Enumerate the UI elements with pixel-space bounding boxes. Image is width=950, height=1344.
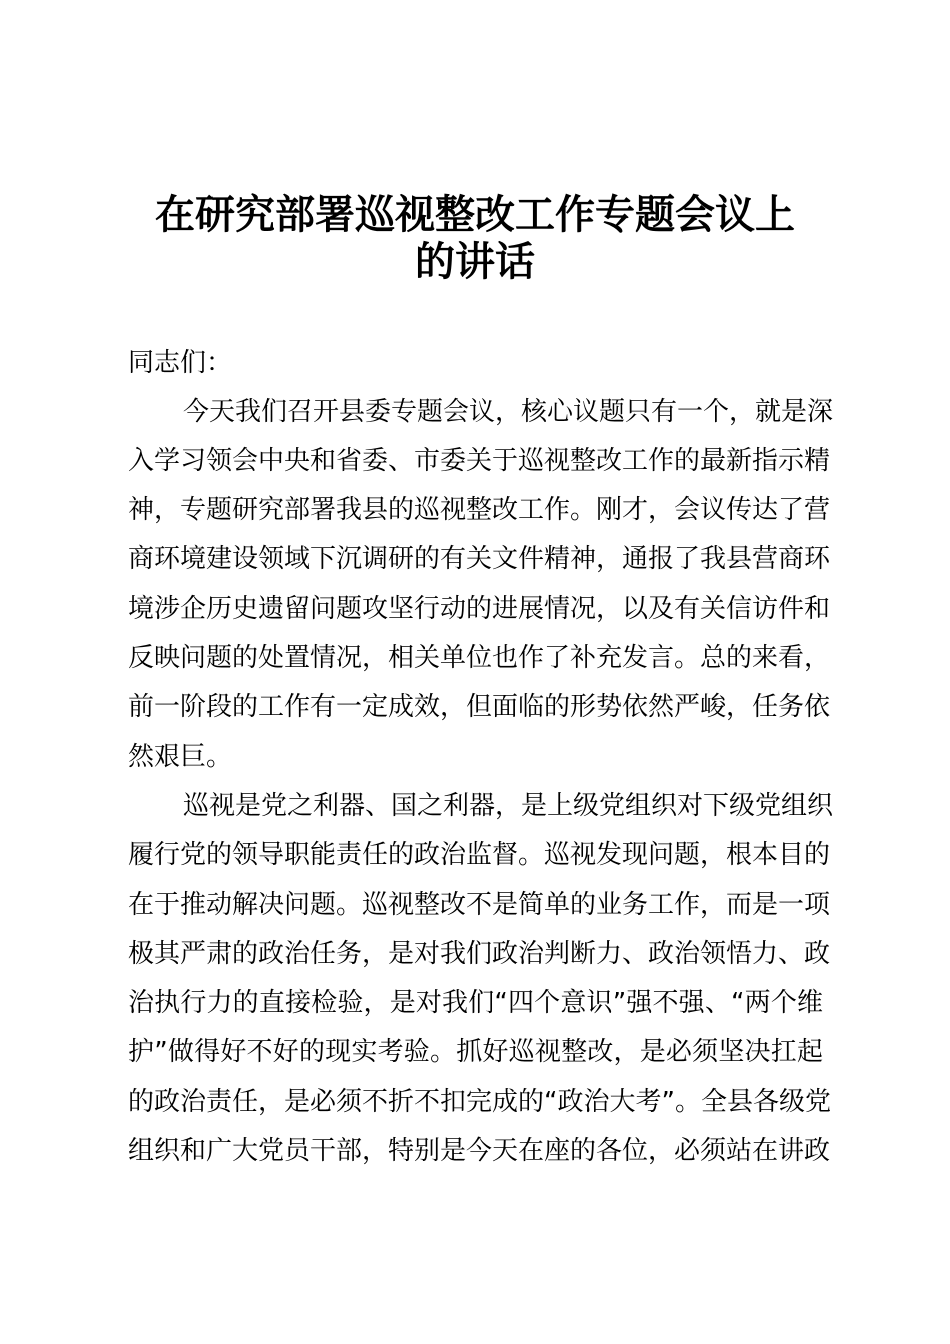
- paragraph-line: 在于推动解决问题。巡视整改不是简单的业务工作，而是一项: [128, 890, 831, 920]
- paragraph-line: 前一阶段的工作有一定成效，但面临的形势依然严峻，任务依: [128, 692, 831, 722]
- paragraph-line: 护”做得好不好的现实考验。抓好巡视整改，是必须坚决扛起: [128, 1037, 823, 1067]
- paragraph-line: 今天我们召开县委专题会议，核心议题只有一个，就是深: [183, 397, 834, 427]
- paragraph-line: 反映问题的处置情况，相关单位也作了补充发言。总的来看，: [128, 643, 831, 673]
- paragraph-line: 履行党的领导职能责任的政治监督。巡视发现问题，根本目的: [128, 840, 831, 870]
- paragraph-line: 的政治责任，是必须不折不扣完成的“政治大考”。全县各级党: [128, 1087, 831, 1117]
- greeting: 同志们：: [128, 348, 233, 378]
- paragraph-line: 神，专题研究部署我县的巡视整改工作。刚才，会议传达了营: [128, 495, 831, 525]
- paragraph-line: 治执行力的直接检验，是对我们“四个意识”强不强、“两个维: [128, 988, 823, 1018]
- paragraph-line: 境涉企历史遗留问题攻坚行动的进展情况，以及有关信访件和: [128, 594, 831, 624]
- paragraph-line: 入学习领会中央和省委、市委关于巡视整改工作的最新指示精: [128, 446, 831, 476]
- paragraph-line: 极其严肃的政治任务，是对我们政治判断力、政治领悟力、政: [128, 939, 831, 969]
- paragraph-line: 组织和广大党员干部，特别是今天在座的各位，必须站在讲政: [128, 1136, 831, 1166]
- document-title-line-2: 的讲话: [415, 238, 535, 285]
- document-title-line-1: 在研究部署巡视整改工作专题会议上: [155, 191, 795, 238]
- paragraph-line: 巡视是党之利器、国之利器，是上级党组织对下级党组织: [183, 791, 834, 821]
- paragraph-line: 然艰巨。: [128, 742, 233, 772]
- paragraph-line: 商环境建设领域下沉调研的有关文件精神，通报了我县营商环: [128, 544, 831, 574]
